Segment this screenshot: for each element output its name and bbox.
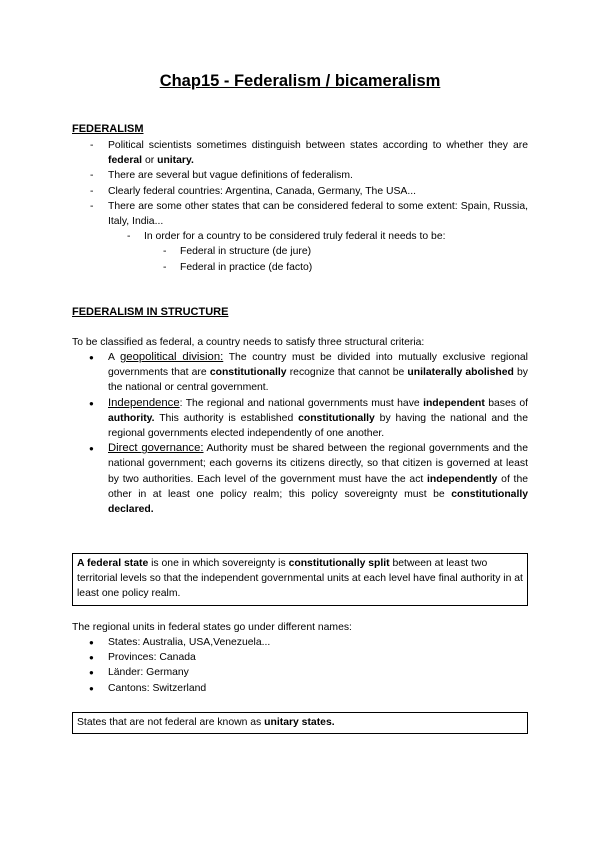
unitary-states-box: States that are not federal are known as unitary states. (72, 712, 528, 734)
units-list (72, 635, 528, 696)
list-item: - Clearly federal countries: Argentina, Canada, Germany, The USA... (72, 184, 528, 199)
list-item: ● Cantons: Switzerland (72, 681, 528, 696)
list-item: - Political scientists sometimes distinguish between states according to whether they are federal or unitary. (72, 138, 528, 168)
criterion-direct-governance: ● Direct governance: Authority must be shared between the regional governments and the national government; each governs its citizens directly, so that citizen is governed at least by two authorities. Each level of the government must have the act independently of the other in at least one policy realm; this policy sovereignty must be constitutionally declared. (72, 441, 528, 517)
criterion-geopolitical-division: ● A geopolitical division: The country must be divided into mutually exclusive regional governments that are constitutionally recognize that cannot be unilaterally abolished by the national or central government. (72, 350, 528, 396)
criteria-list (72, 350, 528, 517)
criterion-independence: ● Independence: The regional and national governments must have independent bases of authority. This authority is established constitutionally by having the national and the regional governments elected independently of one another. (72, 396, 528, 442)
list-item: - Federal in structure (de jure) (72, 244, 528, 259)
federal-state-definition-box: A federal state is one in which sovereignty is constitutionally split between at least two territorial levels so that the independent governmental units at each level have final authority in at least one policy realm. (72, 553, 528, 606)
list-item: - There are several but vague definitions of federalism. (72, 168, 528, 183)
page-title: Chap15 - Federalism / bicameralism (159, 72, 441, 90)
structure-intro: To be classified as federal, a country needs to satisfy three structural criteria: (72, 337, 425, 348)
section-heading-federalism-in-structure: FEDERALISM IN STRUCTURE (72, 306, 229, 318)
list-item: - Federal in practice (de facto) (72, 260, 528, 275)
list-item: - There are some other states that can be considered federal to some extent: Spain, Russia, Italy, India... (72, 199, 528, 229)
list-item: ● Länder: Germany (72, 665, 528, 680)
list-item: ● Provinces: Canada (72, 650, 528, 665)
federalism-list (72, 138, 528, 275)
units-intro: The regional units in federal states go under different names: (72, 622, 352, 633)
list-item: ● States: Australia, USA,Venezuela... (72, 635, 528, 650)
list-item: - In order for a country to be considered truly federal it needs to be: (72, 229, 528, 244)
section-heading-federalism: FEDERALISM (72, 123, 144, 135)
